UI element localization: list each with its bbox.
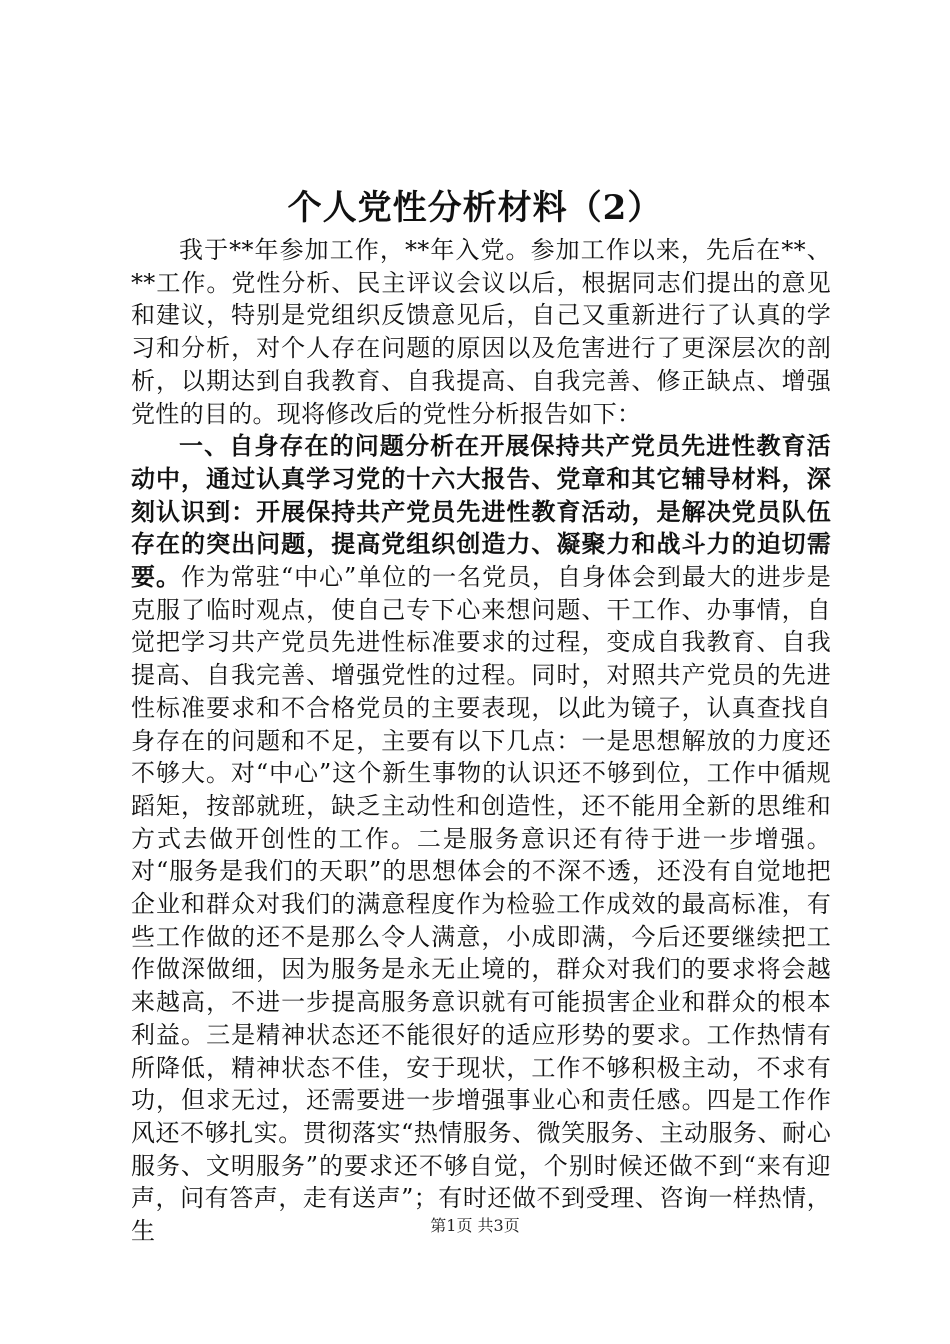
document-body xyxy=(131,234,831,1248)
analysis-text: 作为常驻“中心”单位的一名党员，自身体会到最大的进步是克服了临时观点，使自己专下心来想问题、干工作、办事情，自觉把学习共产党员先进性标准要求的过程，变成自我教育、自我提高、自我完善、增强党性的过程。同时，对照共产党员的先进性标准要求和不合格党员的主要表现，以此为镜子，认真查找自身存在的问题和不足，主要有以下几点：一是思想解放的力度还不够大。对“中心”这个新生事物的认识还不够到位，工作中循规蹈矩，按部就班，缺乏主动性和创造性，还不能用全新的思维和方式去做开创性的工作。二是服务意识还有待于进一步增强。对“服务是我们的天职”的思想体会的不深不透，还没有自觉地把企业和群众对我们的满意程度作为检验工作成效的最高标准，有些工作做的还不是那么令人满意，小成即满，今后还要继续把工作做深做细，因为服务是永无止境的，群众对我们的要求将会越来越高，不进一步提高服务意识就有可能损害企业和群众的根本利益。三是精神状态还不能很好的适应形势的要求。工作热情有所降低，精神状态不佳，安于现状，工作不够积极主动，不求有功，但求无过，还需要进一步增强事业心和责任感。四是工作作风还不够扎实。贯彻落实“热情服务、微笑服务、主动服务、耐心服务、文明服务”的要求还不够自觉，个别时候还做不到“来有迎声，问有答声，走有送声”；有时还做不到受理、咨询一样热情，生 xyxy=(131,563,832,1246)
page-number: 第1页 共3页 xyxy=(430,1216,520,1235)
document-title: 个人党性分析材料（2） xyxy=(287,188,663,228)
analysis-paragraph xyxy=(131,430,831,1248)
intro-paragraph: 我于**年参加工作，**年入党。参加工作以来，先后在**、**工作。党性分析、民主评议会议以后，根据同志们提出的意见和建议，特别是党组织反馈意见后，自己又重新进行了认真的学习和分析，对个人存在问题的原因以及危害进行了更深层次的剖析，以期达到自我教育、自我提高、自我完善、修正缺点、增强党性的目的。现将修改后的党性分析报告如下： xyxy=(131,236,831,428)
section-heading-text: 一、自身存在的问题分析在开展保持共产党员先进性教育活动中，通过认真学习党的十六大报告、党章和其它辅导材料，深刻认识到：开展保持共产党员先进性教育活动，是解决党员队伍存在的突出问题，提高党组织创造力、凝聚力和战斗力的迫切需要。 xyxy=(131,431,831,592)
